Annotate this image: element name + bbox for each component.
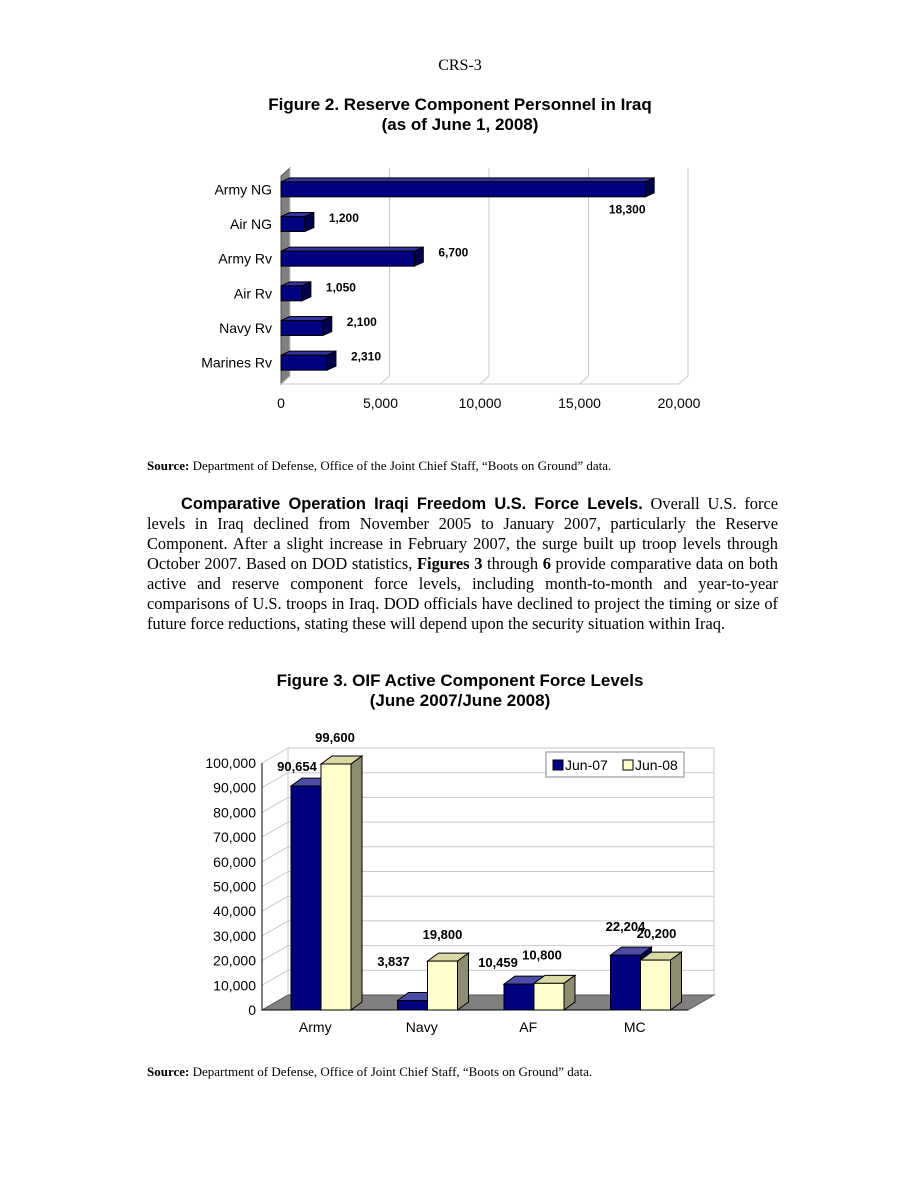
figure3-category-label: Navy <box>405 1019 438 1035</box>
figure3-gridline-side <box>262 847 288 862</box>
paragraph-through: through <box>482 554 543 573</box>
figure3-y-tick-label: 80,000 <box>213 804 256 821</box>
figure3-source-label: Source: <box>147 1064 190 1079</box>
figure3-y-tick-label: 0 <box>248 1002 256 1018</box>
figure2-gridline-floor <box>381 376 390 384</box>
body-paragraph <box>147 494 778 634</box>
figure3-y-tick-label: 10,000 <box>213 977 256 994</box>
figure3-gridline-side <box>262 921 288 936</box>
figure3-bar <box>398 1001 428 1010</box>
figure3-bar <box>504 984 534 1010</box>
paragraph-figures3: Figures 3 <box>417 554 483 573</box>
figure3-data-label: 99,600 <box>315 729 355 745</box>
figure2-x-tick-label: 15,000 <box>558 395 601 411</box>
figure2-data-label: 1,050 <box>325 280 356 295</box>
figure3-data-label: 90,654 <box>277 759 317 775</box>
figure3-y-tick-label: 60,000 <box>213 853 256 870</box>
figure3-y-tick-label: 30,000 <box>213 927 256 944</box>
figure2-chart <box>0 160 920 420</box>
figure3-bar-side <box>671 952 682 1010</box>
figure3-category-label: Army <box>298 1019 332 1035</box>
figure3-y-tick-label: 100,000 <box>205 755 256 771</box>
figure2-data-label: 6,700 <box>438 245 469 260</box>
figure2-gridline-floor <box>480 376 489 384</box>
figure2-data-label: 18,300 <box>608 202 646 217</box>
figure3-bar-side <box>458 953 469 1010</box>
figure3-bar <box>291 786 321 1010</box>
figure2-category-label: Army Rv <box>218 250 272 267</box>
figure2-source-text: Department of Defense, Office of the Joint Chief Staff, “Boots on Ground” data. <box>189 458 612 473</box>
figure3-data-label: 10,459 <box>478 955 518 971</box>
figure3-title <box>0 671 920 711</box>
figure2-bar <box>281 217 305 232</box>
figure3-y-tick-label: 40,000 <box>213 903 256 920</box>
figure3-gridline-side <box>262 970 288 985</box>
figure2-data-label: 2,100 <box>346 315 377 329</box>
paragraph-lead: Comparative Operation Iraqi Freedom U.S. Force Levels. <box>181 495 643 513</box>
figure2-category-label: Air NG <box>230 216 272 232</box>
paragraph-text-2: provide comparative data on both active and reserve component force levels, including month-to-month and year-to-year comparisons of U.S. troops in Iraq. DOD officials have declined to project the timing or size of future force reductions, stating these will depend upon the security situation within Iraq. <box>147 554 779 633</box>
figure3-y-tick-label: 90,000 <box>213 779 256 796</box>
figure2-bar-top <box>281 178 654 182</box>
figure3-gridline-side <box>262 822 288 837</box>
page-number-header: CRS-3 <box>438 57 482 74</box>
figure3-source <box>147 1064 592 1080</box>
figure2-title-line1: Figure 2. Reserve Component Personnel in Iraq <box>268 95 652 114</box>
figure3-bar <box>641 960 671 1010</box>
figure3-gridline-side <box>262 872 288 887</box>
figure2-title <box>0 95 920 135</box>
figure2-gridline-floor <box>580 376 589 384</box>
figure3-category-label: AF <box>519 1019 538 1035</box>
figure3-bar <box>321 764 351 1010</box>
figure3-data-label: 20,200 <box>636 926 677 942</box>
figure2-bar <box>281 321 323 336</box>
figure3-bar-side <box>351 756 362 1010</box>
figure3-gridline-side <box>262 896 288 911</box>
figure3-title-line2: (June 2007/June 2008) <box>369 691 551 710</box>
figure3-bar <box>534 983 564 1010</box>
figure3-bar <box>611 955 641 1010</box>
figure3-title-line1: Figure 3. OIF Active Component Force Levels <box>276 671 644 690</box>
figure3-category-label: MC <box>623 1019 646 1035</box>
figure2-x-tick-label: 10,000 <box>458 395 502 411</box>
figure2-bar-top <box>281 247 423 251</box>
figure2-category-label: Marines Rv <box>201 354 272 371</box>
figure3-y-tick-label: 50,000 <box>213 878 256 895</box>
figure2-category-label: Air Rv <box>233 285 272 302</box>
figure2-source-label: Source: <box>147 458 190 473</box>
figure3-chart <box>0 715 920 1045</box>
figure2-x-tick-label: 0 <box>277 395 285 411</box>
figure3-gridline-side <box>262 797 288 812</box>
figure2-bar <box>281 251 414 266</box>
paragraph-text-1: Overall U.S. force levels in Iraq declined from November 2005 to January 2007, particularly the Reserve Component. After a slight increase in February 2007, the surge built up troop levels through October 2007. Based on DOD statistics, <box>147 494 778 573</box>
figure3-y-tick-label: 70,000 <box>213 829 256 846</box>
figure2-bar <box>281 355 327 370</box>
figure2-category-label: Navy Rv <box>219 320 272 336</box>
figure2-data-label: 2,310 <box>350 349 382 364</box>
figure2-gridline-floor <box>679 376 688 384</box>
figure3-gridline-side <box>262 773 288 788</box>
figure2-x-tick-label: 20,000 <box>657 395 701 411</box>
figure3-legend-swatch <box>623 760 633 770</box>
figure3-legend-swatch <box>553 760 563 770</box>
figure2-data-label: 1,200 <box>328 211 359 225</box>
figure3-y-tick-label: 20,000 <box>213 952 256 969</box>
figure2-bar <box>281 182 645 197</box>
figure2-source <box>147 458 611 474</box>
figure3-gridline-side <box>262 946 288 961</box>
figure3-data-label: 22,204 <box>605 919 646 935</box>
figure3-legend-label: Jun-08 <box>635 757 678 773</box>
figure3-data-label: 19,800 <box>422 927 463 943</box>
paragraph-figure6: 6 <box>542 554 551 573</box>
figure3-data-label: 10,800 <box>522 947 562 963</box>
figure3-bar <box>428 961 458 1010</box>
figure2-bar <box>281 286 302 301</box>
figure2-title-line2: (as of June 1, 2008) <box>381 115 539 134</box>
figure3-legend-label: Jun-07 <box>565 757 608 773</box>
figure2-category-label: Army NG <box>214 181 272 198</box>
figure3-source-text: Department of Defense, Office of Joint Chief Staff, “Boots on Ground” data. <box>189 1064 593 1079</box>
figure3-data-label: 3,837 <box>377 954 410 970</box>
figure2-x-tick-label: 5,000 <box>362 395 399 411</box>
